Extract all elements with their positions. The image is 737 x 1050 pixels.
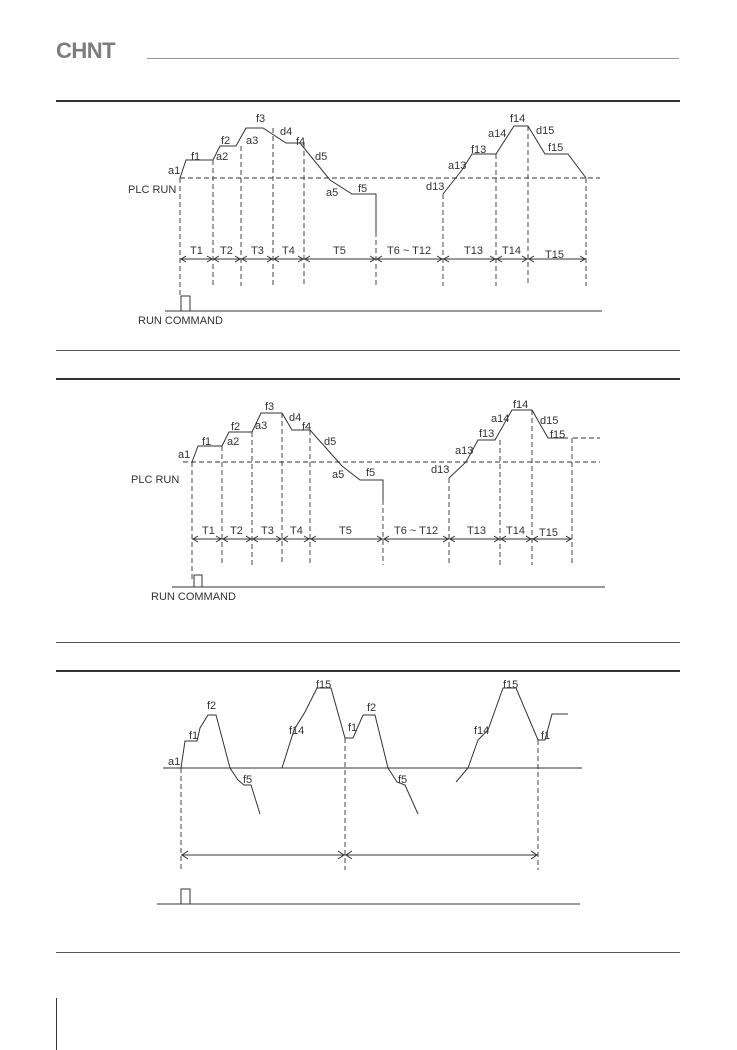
fig1-a2: a2 — [216, 151, 229, 163]
fig1-a5: a5 — [326, 187, 339, 199]
fig3-f15-cycle2: f15 — [503, 679, 519, 691]
fig2-f3: f3 — [265, 401, 275, 413]
fig1-period-T15: T15 — [545, 249, 564, 261]
fig1-plc-run-label: PLC RUN — [128, 184, 177, 196]
fig2-d15: d15 — [540, 415, 559, 427]
fig1-period-T13: T13 — [464, 245, 483, 257]
fig3-a1: a1 — [168, 756, 181, 768]
fig2-period-T5: T5 — [339, 525, 352, 537]
fig1-period-T1: T1 — [190, 245, 203, 257]
fig1-d15: d15 — [536, 125, 555, 137]
fig2-period-T3: T3 — [261, 525, 274, 537]
fig3-f14: f14 — [289, 725, 305, 737]
fig3-f1-cycle2: f1 — [348, 722, 358, 734]
fig2-f15: f15 — [550, 429, 566, 441]
fig1-period-T6-T12: T6 ~ T12 — [387, 245, 432, 257]
fig1-f3: f3 — [256, 113, 266, 125]
fig1-period-T3: T3 — [251, 245, 264, 257]
fig3-f15: f15 — [316, 679, 332, 691]
fig3-f1: f1 — [189, 730, 199, 742]
fig2-f4: f4 — [302, 421, 312, 433]
fig2-f14: f14 — [513, 399, 529, 411]
fig1-period-T5: T5 — [333, 245, 346, 257]
fig2-a2: a2 — [227, 436, 240, 448]
fig1-a13: a13 — [448, 160, 467, 172]
fig2-period-T1: T1 — [202, 525, 215, 537]
fig3-f1-cycle3: f1 — [541, 730, 551, 742]
fig2-period-T13: T13 — [467, 525, 486, 537]
fig1-f1: f1 — [191, 151, 201, 163]
fig2-a1: a1 — [178, 449, 191, 461]
fig2-a14: a14 — [491, 413, 510, 425]
fig2-f1: f1 — [202, 436, 212, 448]
fig3-f2-cycle2: f2 — [367, 702, 377, 714]
fig1-f14: f14 — [510, 113, 526, 125]
fig2-d4: d4 — [289, 412, 302, 424]
fig1-period-T4: T4 — [282, 245, 295, 257]
fig1-run-command-label: RUN COMMAND — [138, 315, 223, 327]
fig2-period-T4: T4 — [290, 525, 303, 537]
fig2-a5: a5 — [332, 469, 345, 481]
fig2-period-T14: T14 — [506, 525, 525, 537]
fig2-f13: f13 — [479, 428, 495, 440]
fig2-period-T15: T15 — [539, 527, 558, 539]
fig2-f2: f2 — [231, 421, 241, 433]
fig2-plc-run-label: PLC RUN — [131, 474, 180, 486]
fig1-a1: a1 — [168, 165, 181, 177]
fig1-period-T14: T14 — [502, 245, 521, 257]
fig2-period-T2: T2 — [230, 525, 243, 537]
fig2-run-command-label: RUN COMMAND — [151, 591, 236, 603]
fig3-f14-cycle2: f14 — [474, 725, 490, 737]
fig1-period-T2: T2 — [220, 245, 233, 257]
fig1-f15: f15 — [548, 142, 564, 154]
fig2-d5: d5 — [324, 436, 337, 448]
fig1-a3: a3 — [246, 135, 259, 147]
fig1-d4: d4 — [280, 126, 293, 138]
fig2-a13: a13 — [455, 445, 474, 457]
fig2-d13: d13 — [431, 464, 450, 476]
fig3-bottom-rule — [56, 952, 680, 953]
fig1-d13: d13 — [426, 181, 445, 193]
fig2-f5: f5 — [366, 467, 376, 479]
fig3-f5-cycle2: f5 — [398, 774, 408, 786]
fig3-f2: f2 — [207, 700, 217, 712]
fig1-a14: a14 — [488, 128, 507, 140]
fig2-period-T6-T12: T6 ~ T12 — [394, 525, 439, 537]
fig1-f13: f13 — [471, 144, 487, 156]
fig1-f2: f2 — [221, 135, 231, 147]
fig1-f4: f4 — [296, 136, 306, 148]
brand-logo: CHNT — [56, 38, 116, 63]
fig3-f5: f5 — [243, 774, 253, 786]
fig1-f5: f5 — [358, 183, 368, 195]
footer-margin-rule — [56, 998, 57, 1050]
fig2-a3: a3 — [255, 420, 268, 432]
fig1-d5: d5 — [315, 151, 328, 163]
